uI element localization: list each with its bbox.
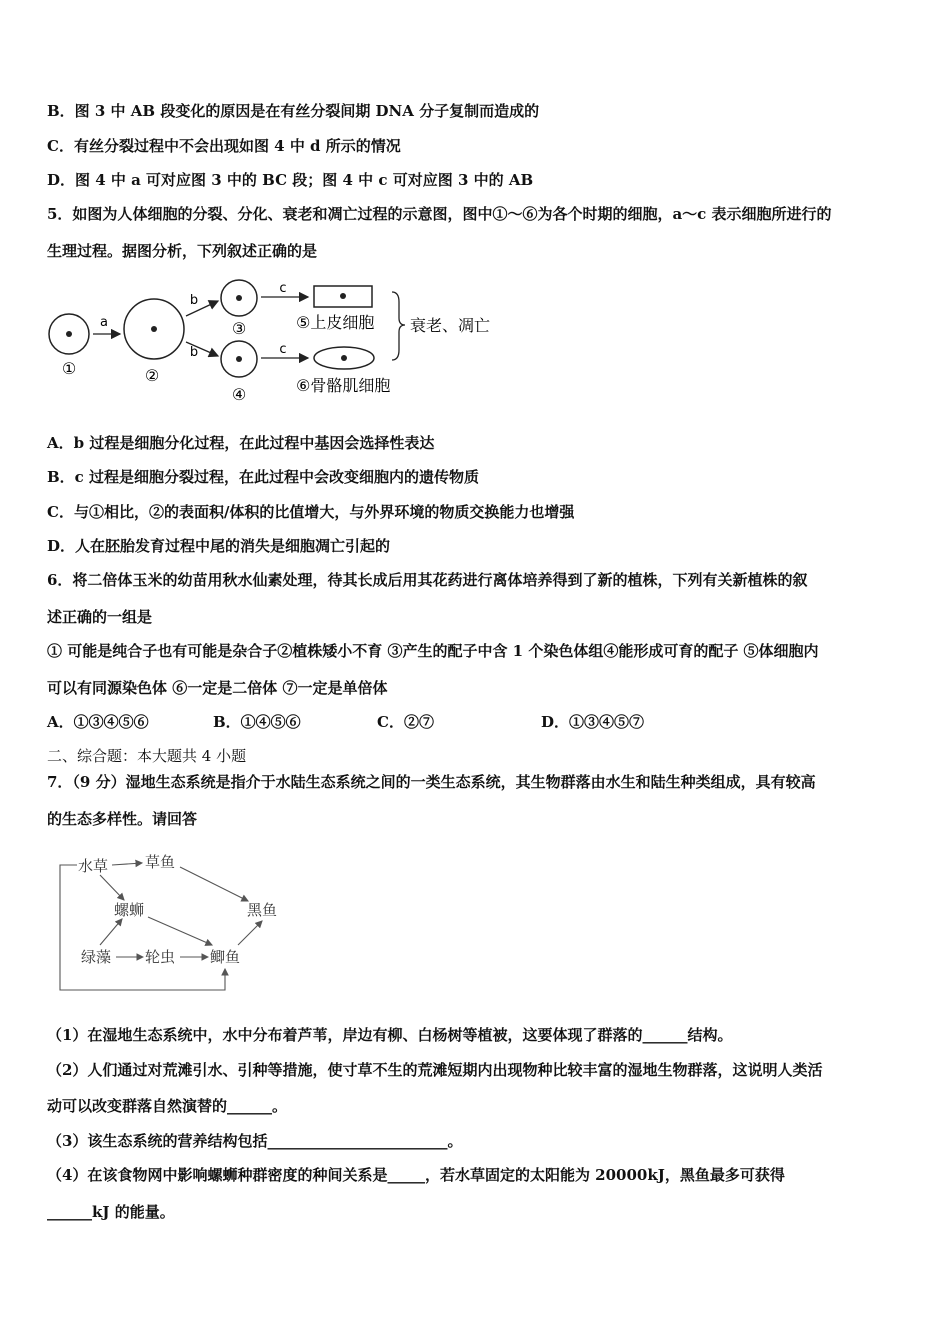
node-luosi: 螺蛳 [114,901,145,919]
node-shuicao: 水草 [78,857,109,875]
q5-option-a: A．b 过程是细胞分化过程，在此过程中基因会选择性表达 [47,434,435,452]
q6-option-b: B．①④⑤⑥ [213,713,301,731]
q6-option-d: D．①③④⑤⑦ [541,713,645,731]
q6-stem-line1: 6．将二倍体玉米的幼苗用秋水仙素处理，待其长成后用其花药进行离体培养得到了新的植株，下列有关新植株的叙 [47,571,808,589]
node-heiyu: 黑鱼 [247,901,278,919]
q5-option-d: D．人在胚胎发育过程中尾的消失是细胞凋亡引起的 [47,537,391,555]
node-lunchong: 轮虫 [145,948,176,966]
cell-2-label: ② [144,366,160,385]
cell-5-label: ⑤上皮细胞 [296,313,375,332]
q5-stem-line2: 生理过程。据图分析，下列叙述正确的是 [47,242,318,260]
q6-options [47,712,907,732]
arrow-c-top-label: c [279,281,287,296]
cell-4-label: ④ [231,385,247,404]
q6-stem-line2: 述正确的一组是 [47,608,153,626]
q7-sub4-line2: ______kJ 的能量。 [47,1203,175,1221]
arrow-a-label: a [100,315,108,330]
q5-option-b: B．c 过程是细胞分裂过程，在此过程中会改变细胞内的遗传物质 [47,468,480,486]
q6-items-line1: ① 可能是纯合子也有可能是杂合子②植株矮小不育 ③产生的配子中含 1 个染色体组④能形成可育的配子 ⑤体细胞内 [47,642,819,660]
q7-sub3: （3）该生态系统的营养结构包括________________________。 [47,1132,463,1150]
cell-process-figure [40,270,520,420]
cell-6-label: ⑥骨骼肌细胞 [296,376,391,395]
node-lvzao: 绿藻 [81,948,112,966]
q5-option-c: C．与①相比，②的表面积/体积的比值增大，与外界环境的物质交换能力也增强 [47,503,575,521]
cell-3-label: ③ [231,319,247,338]
q7-stem-line2: 的生态多样性。请回答 [47,810,198,828]
q7-stem-line1: 7．（9 分）湿地生态系统是指介于水陆生态系统之间的一类生态系统，其生物群落由水生和陆生种类组成，具有较高 [47,773,816,791]
q6-items-line2: 可以有同源染色体 ⑥一定是二倍体 ⑦一定是单倍体 [47,679,388,697]
q6-option-a: A．①③④⑤⑥ [47,713,149,731]
q4-option-d: D．图 4 中 a 可对应图 3 中的 BC 段；图 4 中 c 可对应图 3 中的 AB [47,171,534,189]
node-caoyu: 草鱼 [145,853,176,871]
section2-title: 二、综合题：本大题共 4 小题 [47,747,247,765]
arrow-b-top-label: b [189,293,199,308]
food-web-figure [50,845,310,995]
q7-sub2-line1: （2）人们通过对荒滩引水、引种等措施，使寸草不生的荒滩短期内出现物种比较丰富的湿地生物群落，这说明人类活 [47,1061,823,1079]
q7-sub4-line1: （4）在该食物网中影响螺蛳种群密度的种间关系是_____，若水草固定的太阳能为 20000kJ，黑鱼最多可获得 [47,1166,785,1184]
q4-option-b: B．图 3 中 AB 段变化的原因是在有丝分裂间期 DNA 分子复制而造成的 [47,102,540,120]
q6-option-c: C．②⑦ [377,713,434,731]
arrow-c-bottom-label: c [279,342,287,357]
q7-sub2-line2: 动可以改变群落自然演替的______。 [47,1097,288,1115]
node-jiyu: 鲫鱼 [210,948,241,966]
q5-stem-line1: 5．如图为人体细胞的分裂、分化、衰老和凋亡过程的示意图，图中①～⑥为各个时期的细胞，a～c 表示细胞所进行的 [47,205,832,223]
arrow-b-bottom-label: b [189,345,199,360]
fate-label: 衰老、凋亡 [410,316,491,335]
brace [392,292,405,360]
cell-1-label: ① [61,359,77,378]
q4-option-c: C．有丝分裂过程中不会出现如图 4 中 d 所示的情况 [47,137,401,155]
q7-sub1: （1）在湿地生态系统中，水中分布着芦苇，岸边有柳、白杨树等植被，这要体现了群落的______结构。 [47,1026,733,1044]
